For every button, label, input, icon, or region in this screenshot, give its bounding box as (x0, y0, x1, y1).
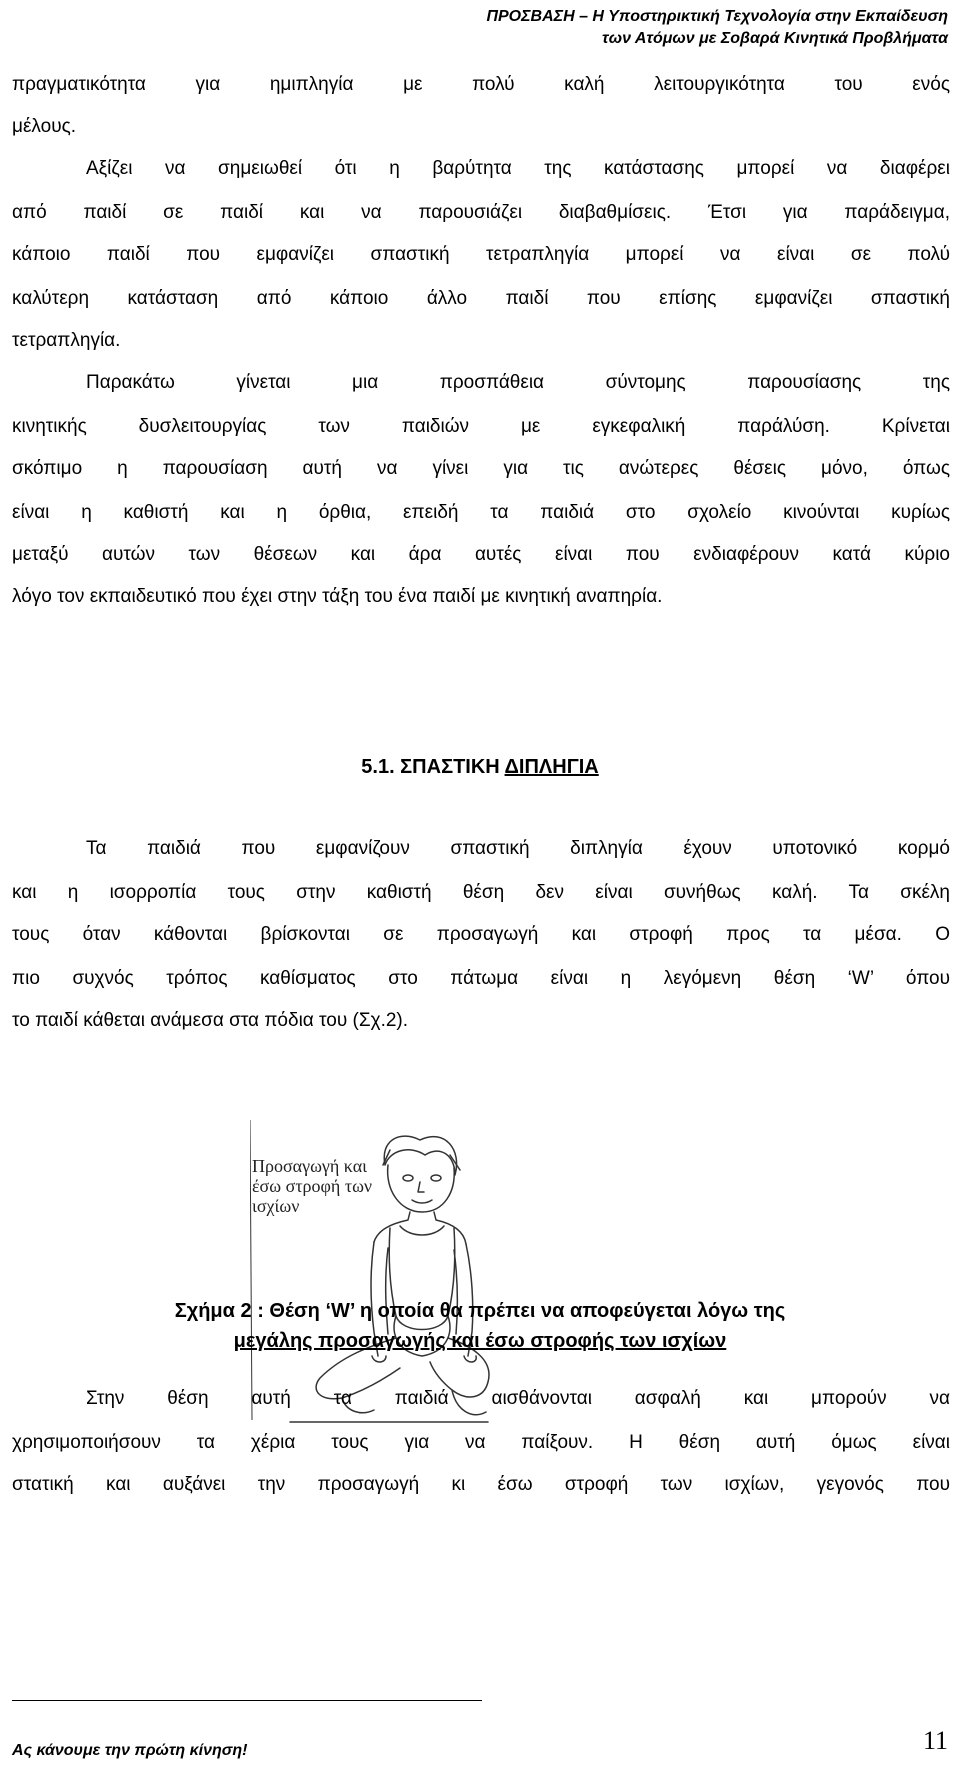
paragraph-line: Αξίζει να σημειωθεί ότι η βαρύτητα της κατάστασης μπορεί να διαφέρει (86, 158, 950, 179)
w-sitting-figure (250, 1120, 490, 1430)
paragraph-line: και η ισορροπία τους στην καθιστή θέση δεν είναι συνήθως καλή. Τα σκέλη (12, 882, 950, 903)
page-number: 11 (922, 1726, 948, 1755)
paragraph-line: πραγματικότητα για ημιπληγία με πολύ καλή λειτουργικότητα του ενός (12, 74, 950, 95)
paragraph-line: κινητικής δυσλειτουργίας των παιδιών με εγκεφαλική παράλύση. Κρίνεται (12, 416, 950, 437)
child-w-sitting-drawing (250, 1120, 490, 1430)
figure-caption (0, 1296, 960, 1356)
paragraph-line: χρησιμοποιήσουν τα χέρια τους για να παίξουν. Η θέση αυτή όμως είναι (12, 1432, 950, 1453)
paragraph-line: τους όταν κάθονται βρίσκονται σε προσαγωγή και στροφή προς τα μέσα. Ο (12, 924, 950, 945)
paragraph-line: κάποιο παιδί που εμφανίζει σπαστική τετραπληγία μπορεί να είναι σε πολύ (12, 244, 950, 265)
running-header (486, 6, 948, 50)
paragraph-line: το παιδί κάθεται ανάμεσα στα πόδια του (Σχ.2). (12, 1010, 409, 1031)
paragraph-line: μέλους. (12, 116, 77, 137)
figure-label-line: έσω στροφή των (252, 1176, 373, 1196)
paragraph-line: είναι η καθιστή και η όρθια, επειδή τα παιδιά στο σχολείο κινούνται κυρίως (12, 502, 950, 523)
figure-label-line: ισχίων (252, 1196, 300, 1216)
section-heading (0, 756, 960, 779)
paragraph-line: καλύτερη κατάσταση από κάποιο άλλο παιδί που επίσης εμφανίζει σπαστική (12, 288, 950, 309)
header-line-1: ΠΡΟΣΒΑΣΗ – Η Υποστηρικτική Τεχνολογία στην Εκπαίδευση (486, 8, 948, 25)
section-title: ΔΙΠΛΗΓΙΑ (504, 756, 599, 778)
caption-line-2: μεγάλης προσαγωγής και έσω στροφής των ισχίων (233, 1330, 727, 1352)
section-number: 5.1. ΣΠΑΣΤΙΚΗ (361, 756, 505, 778)
footer-slogan: Ας κάνουμε την πρώτη κίνηση! (12, 1742, 248, 1759)
paragraph-line: σκόπιμο η παρουσίαση αυτή να γίνει για τις ανώτερες θέσεις μόνο, όπως (12, 458, 950, 479)
figure-label-line: Προσαγωγή και (252, 1156, 367, 1176)
paragraph-line: τετραπληγία. (12, 330, 121, 351)
caption-line-1: Σχήμα 2 : Θέση ‘W’ η οποία θα πρέπει να αποφεύγεται λόγω της (174, 1300, 786, 1322)
paragraph-line: Παρακάτω γίνεται μια προσπάθεια σύντομης παρουσίασης της (86, 372, 950, 393)
footer-rule (12, 1700, 482, 1701)
paragraph-line: πιο συχνός τρόπος καθίσματος στο πάτωμα είναι η λεγόμενη θέση ‘W’ όπου (12, 968, 950, 989)
paragraph-line: Τα παιδιά που εμφανίζουν σπαστική διπληγία έχουν υποτονικό κορμό (86, 838, 950, 859)
header-line-2: των Ατόμων με Σοβαρά Κινητικά Προβλήματα (602, 30, 948, 47)
paragraph-line: Στην θέση αυτή τα παιδιά αισθάνονται ασφαλή και μπορούν να (86, 1388, 950, 1409)
paragraph-line: στατική και αυξάνει την προσαγωγή κι έσω στροφή των ισχίων, γεγονός που (12, 1474, 950, 1495)
paragraph-line: από παιδί σε παιδί και να παρουσιάζει διαβαθμίσεις. Έτσι για παράδειγμα, (12, 202, 950, 223)
paragraph-line: λόγο τον εκπαιδευτικό που έχει στην τάξη του ένα παιδί με κινητική αναπηρία. (12, 586, 663, 607)
paragraph-line: μεταξύ αυτών των θέσεων και άρα αυτές είναι που ενδιαφέρουν κατά κύριο (12, 544, 950, 565)
